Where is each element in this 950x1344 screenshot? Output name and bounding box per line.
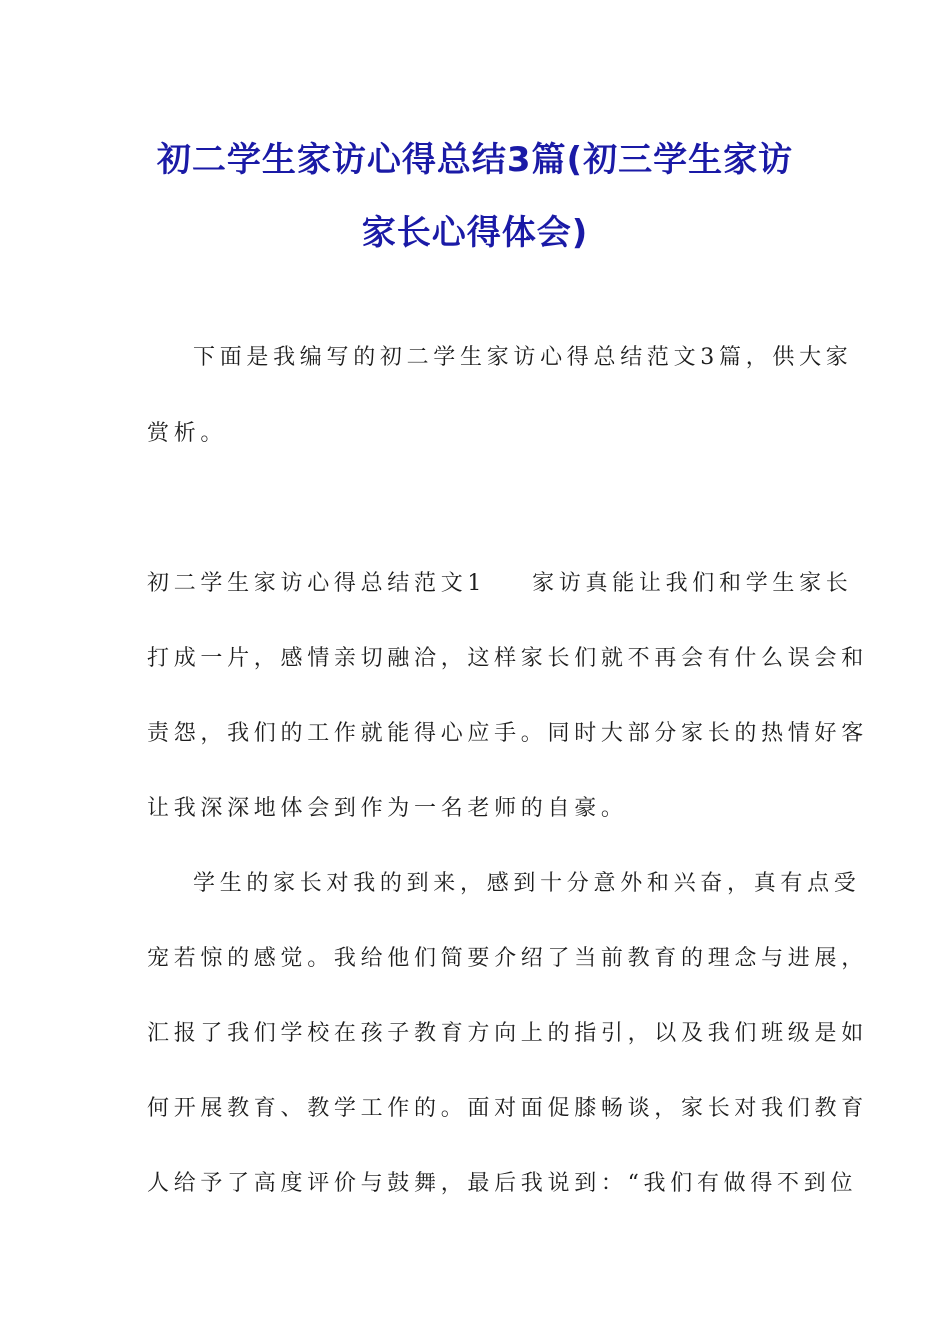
paragraph1-line-1: 家访真能让我们和学生家长: [532, 571, 853, 596]
paragraph2-line-4: 何开展教育、教学工作的。面对面促膝畅谈，家长对我们教育: [147, 1096, 868, 1121]
paragraph2-line-3: 汇报了我们学校在孩子教育方向上的指引，以及我们班级是如: [147, 1021, 868, 1046]
document-title-line-1: 初二学生家访心得总结3篇(初三学生家访: [156, 140, 794, 180]
paragraph2-line-5: 人给予了高度评价与鼓舞，最后我说到：“我们有做得不到位: [147, 1171, 858, 1196]
section-heading: 初二学生家访心得总结范文1: [147, 571, 487, 596]
document-title-line-2: 家长心得体会): [361, 213, 589, 253]
section-first-line: [147, 568, 853, 600]
paragraph1-line-3: 责怨，我们的工作就能得心应手。同时大部分家长的热情好客: [147, 721, 868, 746]
paragraph1-line-4: 让我深深地体会到作为一名老师的自豪。: [147, 796, 628, 821]
paragraph1-line-2: 打成一片，感情亲切融洽，这样家长们就不再会有什么误会和: [147, 646, 868, 671]
intro-line-2: 赏析。: [147, 421, 228, 446]
paragraph2-line-2: 宠若惊的感觉。我给他们简要介绍了当前教育的理念与进展，: [147, 946, 868, 971]
intro-line-1: 下面是我编写的初二学生家访心得总结范文3篇，供大家: [193, 345, 853, 370]
paragraph2-line-1: 学生的家长对我的到来，感到十分意外和兴奋，真有点受: [193, 871, 861, 896]
